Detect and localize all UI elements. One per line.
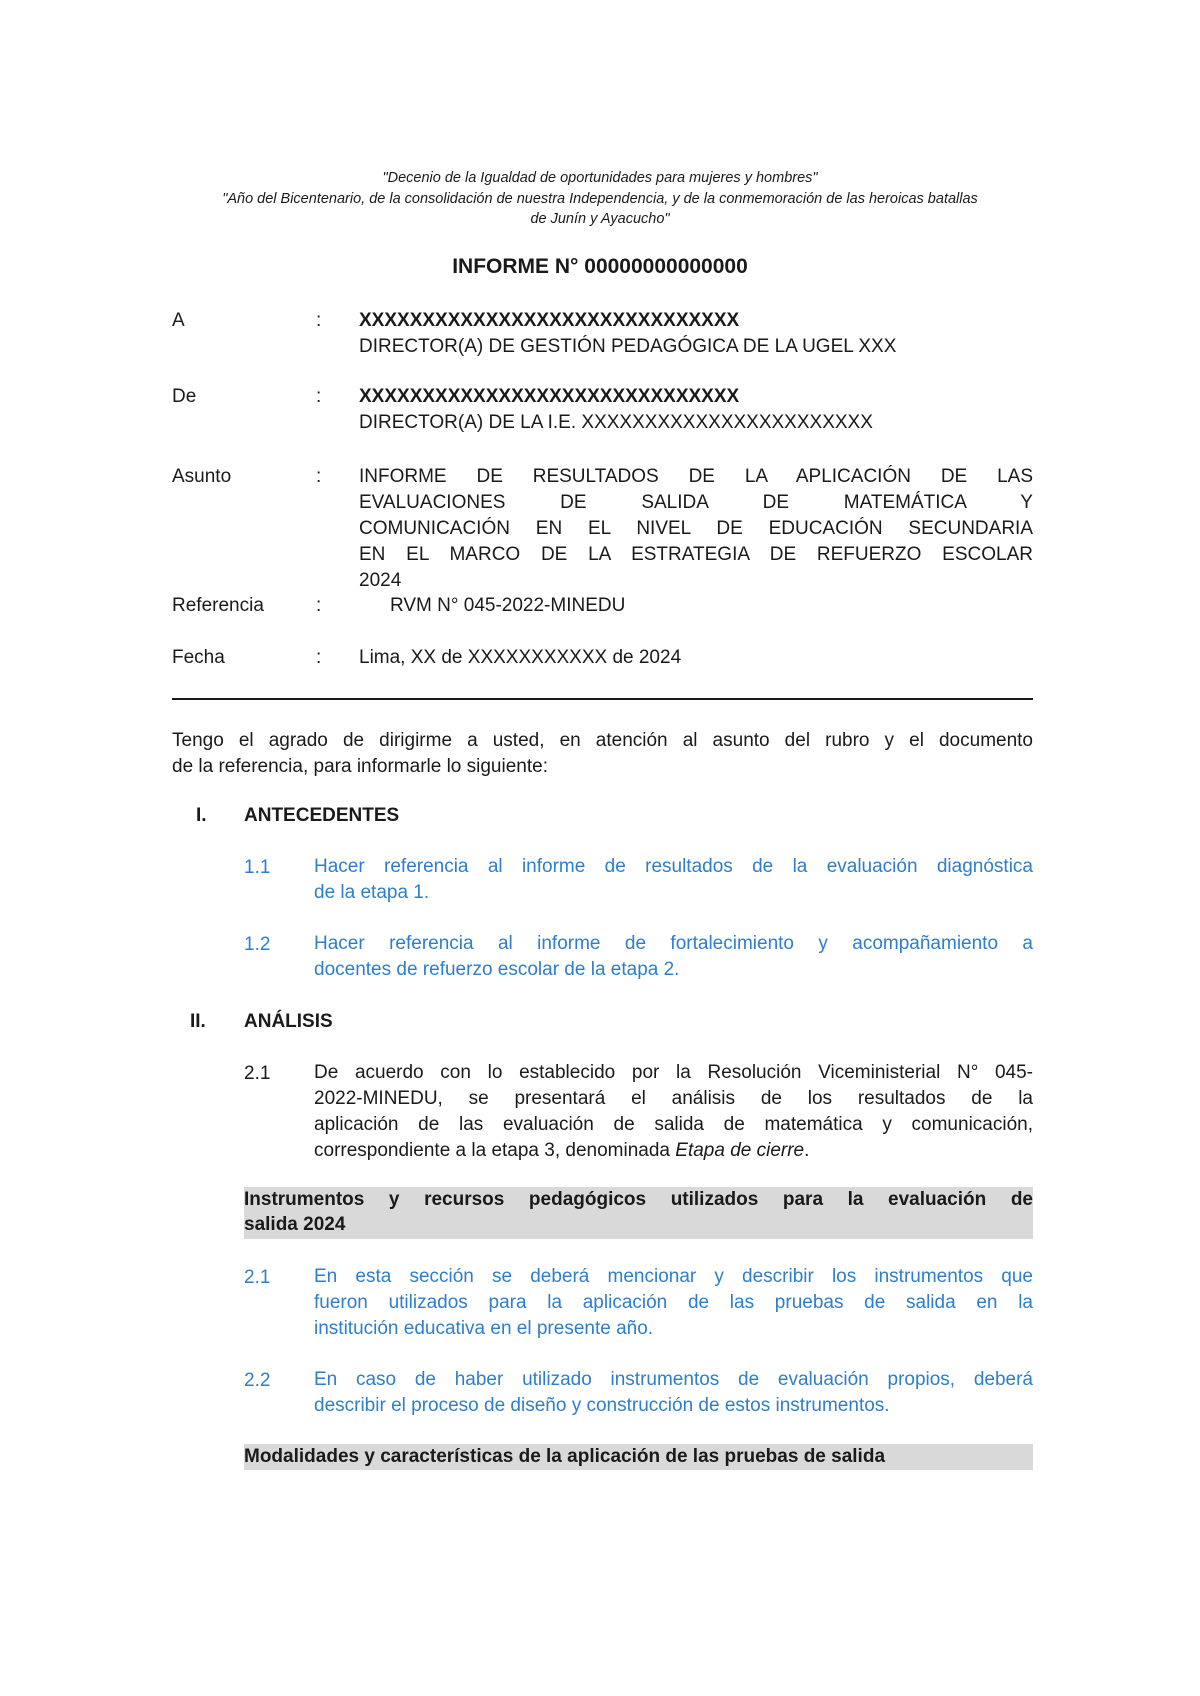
header-a-label: A [172,310,185,331]
item-2-2-number: 2.2 [244,1370,271,1391]
item-2-1b-text [314,1264,1033,1342]
header-asunto-value [359,464,1033,594]
item-line: En esta sección se deberá mencionar y describir los instrumentos que [314,1266,1033,1287]
item-line: 2022-MINEDU, se presentará el análisis de los resultados de la [314,1088,1033,1109]
item-1-1-number: 1.1 [244,857,271,878]
header-fecha-label: Fecha [172,647,225,668]
item-line-last [314,1138,1033,1164]
header-referencia-colon: : [316,595,322,616]
item-2-1-number: 2.1 [244,1063,271,1084]
section-2-title: ANÁLISIS [244,1011,333,1032]
header-asunto-colon: : [316,466,322,487]
item-1-1-text [314,854,1033,906]
item-1-2-text [314,931,1033,983]
item-line: institución educativa en el presente año. [314,1318,654,1339]
item-line: aplicación de las evaluación de salida de matemática y comunicación, [314,1114,1033,1135]
header-a-colon: : [316,310,322,331]
motto-line-2: "Año del Bicentenario, de la consolidación de nuestra Independencia, y de la conmemoración de las heroicas batallas [222,191,978,207]
item-line: describir el proceso de diseño y construcción de estos instrumentos. [314,1395,890,1416]
header-referencia-value: RVM N° 045-2022-MINEDU [390,595,626,616]
item-2-1b-number: 2.1 [244,1267,271,1288]
asunto-line: EN EL MARCO DE LA ESTRATEGIA DE REFUERZO ESCOLAR [359,544,1033,565]
motto-line-3: de Junín y Ayacucho" [530,211,670,227]
intro-line: de la referencia, para informarle lo siguiente: [172,756,548,777]
shaded-line: salida 2024 [244,1214,346,1235]
asunto-line: INFORME DE RESULTADOS DE LA APLICACIÓN DE LAS [359,466,1033,487]
header-a-role: DIRECTOR(A) DE GESTIÓN PEDAGÓGICA DE LA UGEL XXX [359,336,897,357]
asunto-line: EVALUACIONES DE SALIDA DE MATEMÁTICA Y [359,492,1033,513]
item-line: de la etapa 1. [314,882,430,903]
item-line: En caso de haber utilizado instrumentos de evaluación propios, deberá [314,1369,1033,1390]
item-line: Hacer referencia al informe de fortalecimiento y acompañamiento a [314,933,1033,954]
header-de-label: De [172,386,197,407]
item-2-1-text [314,1060,1033,1164]
item-line: docentes de refuerzo escolar de la etapa 2. [314,959,680,980]
shaded-heading-modalities: Modalidades y características de la aplicación de las pruebas de salida [244,1444,1033,1470]
header-asunto-label: Asunto [172,466,232,487]
report-title: INFORME N° 00000000000000 [452,255,748,278]
intro-paragraph [172,728,1033,780]
item-1-2-number: 1.2 [244,934,271,955]
header-referencia-label: Referencia [172,595,264,616]
asunto-line: 2024 [359,570,402,591]
shaded-heading-instruments [244,1187,1033,1239]
header-de-colon: : [316,386,322,407]
intro-line: Tengo el agrado de dirigirme a usted, en atención al asunto del rubro y el documento [172,730,1033,751]
header-a-name: XXXXXXXXXXXXXXXXXXXXXXXXXXXXXX [359,310,740,331]
item-line: Hacer referencia al informe de resultados de la evaluación diagnóstica [314,856,1033,877]
section-1-title: ANTECEDENTES [244,805,400,826]
header-de-role: DIRECTOR(A) DE LA I.E. XXXXXXXXXXXXXXXXXXXXXXX [359,412,873,433]
header-fecha-value: Lima, XX de XXXXXXXXXXX de 2024 [359,647,682,668]
item-2-2-text [314,1367,1033,1419]
section-1-number: I. [196,805,207,826]
header-de-name: XXXXXXXXXXXXXXXXXXXXXXXXXXXXXX [359,386,740,407]
header-fecha-colon: : [316,647,322,668]
header-divider [172,698,1033,700]
item-line: De acuerdo con lo establecido por la Resolución Viceministerial N° 045- [314,1062,1033,1083]
shaded-line: Instrumentos y recursos pedagógicos utilizados para la evaluación de [244,1189,1033,1210]
item-line: fueron utilizados para la aplicación de las pruebas de salida en la [314,1292,1033,1313]
motto-line-1: "Decenio de la Igualdad de oportunidades para mujeres y hombres" [382,170,818,186]
section-2-number: II. [190,1011,206,1032]
item-line-italic: Etapa de cierre [675,1140,805,1161]
asunto-line: COMUNICACIÓN EN EL NIVEL DE EDUCACIÓN SECUNDARIA [359,518,1033,539]
item-line-prefix: correspondiente a la etapa 3, denominada [314,1140,676,1161]
item-line-suffix: . [804,1140,810,1161]
